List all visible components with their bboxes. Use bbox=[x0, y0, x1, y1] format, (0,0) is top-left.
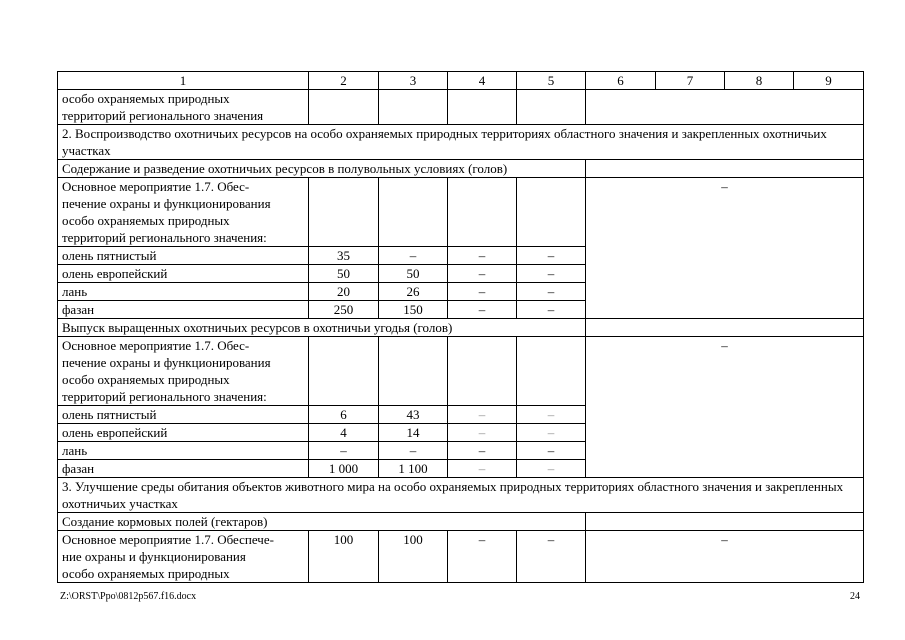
value-cell: – bbox=[448, 247, 517, 265]
value-cell: 100 bbox=[309, 531, 379, 583]
value-cell: – bbox=[448, 406, 517, 424]
value-cell: – bbox=[448, 424, 517, 442]
header-cell: 7 bbox=[656, 72, 725, 90]
value-cell: 20 bbox=[309, 283, 379, 301]
value-cell: – bbox=[517, 406, 586, 424]
subsection-title: Выпуск выращенных охотничьих ресурсов в охотничьи угодья (голов) bbox=[58, 319, 586, 337]
continued-text: особо охраняемых природных территорий регионального значения bbox=[58, 90, 309, 125]
section-row bbox=[58, 478, 864, 513]
subsection-row bbox=[58, 513, 864, 531]
value-cell: 250 bbox=[309, 301, 379, 319]
value-cell: – bbox=[517, 424, 586, 442]
header-cell: 4 bbox=[448, 72, 517, 90]
value-cell: – bbox=[379, 442, 448, 460]
item-name: фазан bbox=[58, 301, 309, 319]
value-cell: – bbox=[448, 283, 517, 301]
table-row bbox=[58, 531, 864, 583]
header-cell: 9 bbox=[794, 72, 864, 90]
value-cell: 1 000 bbox=[309, 460, 379, 478]
item-name: олень пятнистый bbox=[58, 406, 309, 424]
section-row bbox=[58, 125, 864, 160]
section-title: 2. Воспроизводство охотничьих ресурсов на особо охраняемых природных территориях областного значения и закрепленных охотничьих участках bbox=[58, 125, 864, 160]
value-cell: 1 100 bbox=[379, 460, 448, 478]
item-name: лань bbox=[58, 283, 309, 301]
dash-cell: – bbox=[586, 531, 864, 583]
table-row bbox=[58, 90, 864, 125]
value-cell: – bbox=[448, 460, 517, 478]
measure-text: Основное мероприятие 1.7. Обес- печение охраны и функционирования особо охраняемых природных территорий регионального значения: bbox=[58, 178, 309, 247]
value-cell: 4 bbox=[309, 424, 379, 442]
measure-text: Основное мероприятие 1.7. Обеспече- ние охраны и функционирования особо охраняемых природных bbox=[58, 531, 309, 583]
value-cell: – bbox=[517, 460, 586, 478]
header-cell: 5 bbox=[517, 72, 586, 90]
subsection-row bbox=[58, 319, 864, 337]
value-cell: – bbox=[448, 531, 517, 583]
dash-cell: – bbox=[586, 178, 864, 319]
value-cell: 43 bbox=[379, 406, 448, 424]
value-cell: – bbox=[517, 283, 586, 301]
value-cell: – bbox=[448, 265, 517, 283]
value-cell: 100 bbox=[379, 531, 448, 583]
item-name: олень европейский bbox=[58, 265, 309, 283]
page-number: 24 bbox=[850, 591, 860, 602]
measures-table bbox=[57, 71, 864, 583]
item-name: лань bbox=[58, 442, 309, 460]
value-cell: – bbox=[517, 265, 586, 283]
subsection-title: Создание кормовых полей (гектаров) bbox=[58, 513, 586, 531]
value-cell: – bbox=[517, 247, 586, 265]
section-title: 3. Улучшение среды обитания объектов животного мира на особо охраняемых природных территориях областного значения и закрепленных охотничьих участках bbox=[58, 478, 864, 513]
value-cell: – bbox=[517, 301, 586, 319]
value-cell: 26 bbox=[379, 283, 448, 301]
value-cell: 150 bbox=[379, 301, 448, 319]
header-cell: 3 bbox=[379, 72, 448, 90]
dash-cell: – bbox=[586, 337, 864, 478]
header-cell: 8 bbox=[725, 72, 794, 90]
table-row bbox=[58, 178, 864, 247]
file-path: Z:\ORST\Ppo\0812p567.f16.docx bbox=[60, 591, 197, 602]
value-cell: – bbox=[517, 442, 586, 460]
value-cell: 14 bbox=[379, 424, 448, 442]
item-name: олень европейский bbox=[58, 424, 309, 442]
value-cell: – bbox=[517, 531, 586, 583]
value-cell: – bbox=[309, 442, 379, 460]
value-cell: 50 bbox=[309, 265, 379, 283]
value-cell: 50 bbox=[379, 265, 448, 283]
item-name: олень пятнистый bbox=[58, 247, 309, 265]
table-row bbox=[58, 337, 864, 406]
value-cell: – bbox=[448, 301, 517, 319]
header-cell: 1 bbox=[58, 72, 309, 90]
subsection-row bbox=[58, 160, 864, 178]
value-cell: 6 bbox=[309, 406, 379, 424]
subsection-title: Содержание и разведение охотничьих ресурсов в полувольных условиях (голов) bbox=[58, 160, 586, 178]
header-cell: 2 bbox=[309, 72, 379, 90]
measure-text: Основное мероприятие 1.7. Обес- печение охраны и функционирования особо охраняемых природных территорий регионального значения: bbox=[58, 337, 309, 406]
value-cell: – bbox=[448, 442, 517, 460]
header-cell: 6 bbox=[586, 72, 656, 90]
item-name: фазан bbox=[58, 460, 309, 478]
value-cell: 35 bbox=[309, 247, 379, 265]
header-row bbox=[58, 72, 864, 90]
value-cell: – bbox=[379, 247, 448, 265]
